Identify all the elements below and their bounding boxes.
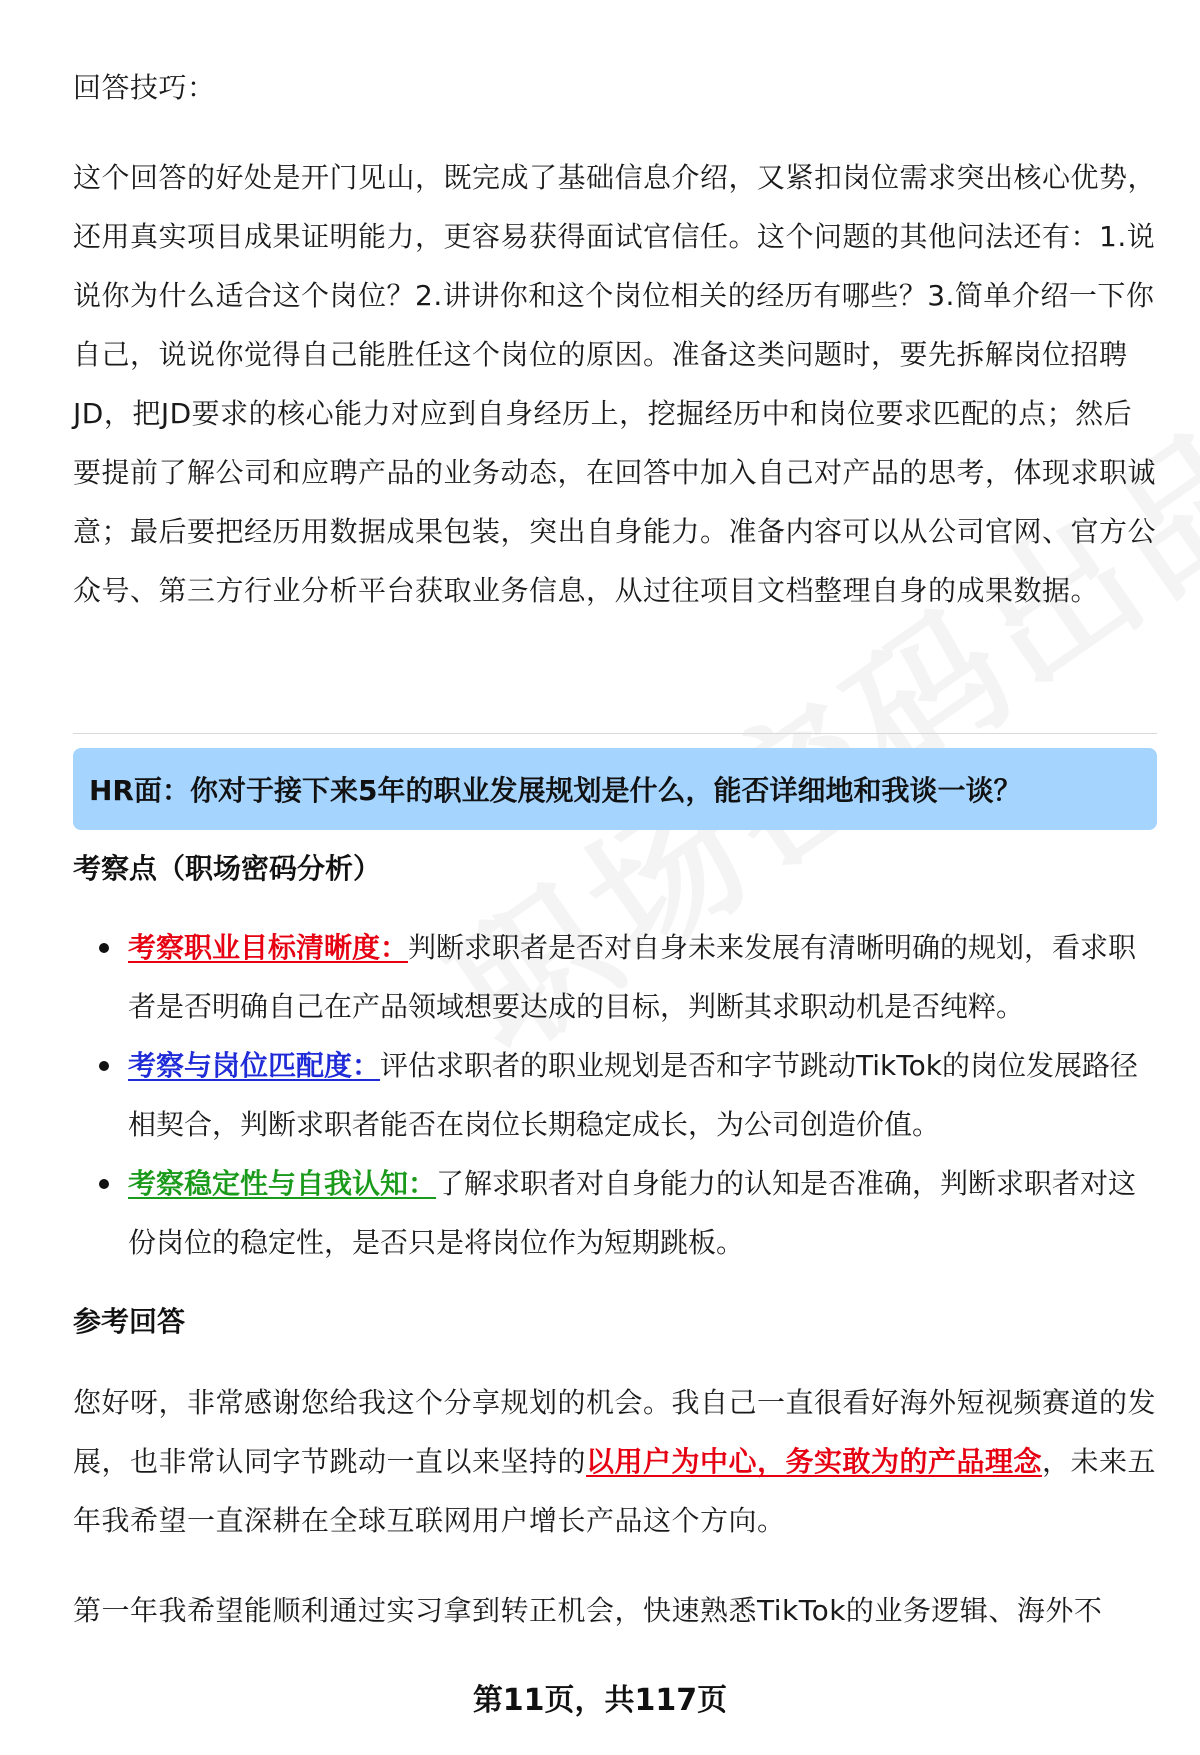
exam-points-title: 考察点（职场密码分析） <box>73 852 382 885</box>
answer-text: ，未来五年我希望一直深耕在全球互联网用户增长产品这个方向。 <box>73 1445 1157 1537</box>
bullet-dot <box>99 1061 109 1071</box>
reference-answer-paragraph-2: 第一年我希望能顺利通过实习拿到转正机会，快速熟悉TikTok的业务逻辑、海外不 <box>73 1594 1103 1627</box>
exam-point-keyword: 考察与岗位匹配度： <box>128 1049 381 1082</box>
answer-text: 您好呀，非常感谢您给我这个分享规划的机会。我自己一直很看好海外短视频赛道的发展，也非常认同字节跳动一直以来坚持的 <box>73 1386 1157 1478</box>
exam-point-item <box>73 918 1157 1036</box>
exam-points-list <box>73 918 1157 1272</box>
answer-tips-label: 回答技巧： <box>73 71 216 104</box>
exam-point-text: 评估求职者的职业规划是否和字节跳动TikTok的岗位发展路径相契合，判断求职者能否在岗位长期稳定成长，为公司创造价值。 <box>128 1049 1138 1141</box>
exam-point-text: 了解求职者对自身能力的认知是否准确，判断求职者对这份岗位的稳定性，是否只是将岗位作为短期跳板。 <box>128 1167 1137 1259</box>
bullet-dot <box>99 943 109 953</box>
answer-highlight: 以用户为中心，务实敢为的产品理念 <box>586 1445 1043 1478</box>
question-text: HR面：你对于接下来5年的职业发展规划是什么，能否详细地和我谈一谈？ <box>89 774 1022 807</box>
exam-point-text: 判断求职者是否对自身未来发展有清晰明确的规划，看求职者是否明确自己在产品领域想要达成的目标，判断其求职动机是否纯粹。 <box>128 931 1137 1023</box>
exam-point-item <box>73 1036 1157 1154</box>
exam-point-keyword: 考察职业目标清晰度： <box>128 931 409 964</box>
exam-point-keyword: 考察稳定性与自我认知： <box>128 1167 437 1200</box>
section-divider <box>73 733 1157 734</box>
exam-point-item <box>73 1154 1157 1272</box>
reference-answer-title: 参考回答 <box>73 1305 186 1338</box>
reference-answer-paragraph <box>73 1373 1157 1550</box>
question-banner <box>73 748 1157 830</box>
answer-tips-body: 这个回答的好处是开门见山，既完成了基础信息介绍，又紧扣岗位需求突出核心优势，还用真实项目成果证明能力，更容易获得面试官信任。这个问题的其他问法还有：1.说说你为什么适合这个岗位？2.讲讲你和这个岗位相关的经历有哪些？3.简单介绍一下你自己，说说你觉得自己能胜任这个岗位的原因。准备这类问题时，要先拆解岗位招聘JD，把JD要求的核心能力对应到自身经历上，挖掘经历中和岗位要求匹配的点；然后要提前了解公司和应聘产品的业务动态，在回答中加入自己对产品的思考，体现求职诚意；最后要把经历用数据成果包装，突出自身能力。准备内容可以从公司官网、官方公众号、第三方行业分析平台获取业务信息，从过往项目文档整理自身的成果数据。 <box>73 161 1157 607</box>
bullet-dot <box>99 1179 109 1189</box>
page-number: 第11页，共117页 <box>472 1683 728 1718</box>
